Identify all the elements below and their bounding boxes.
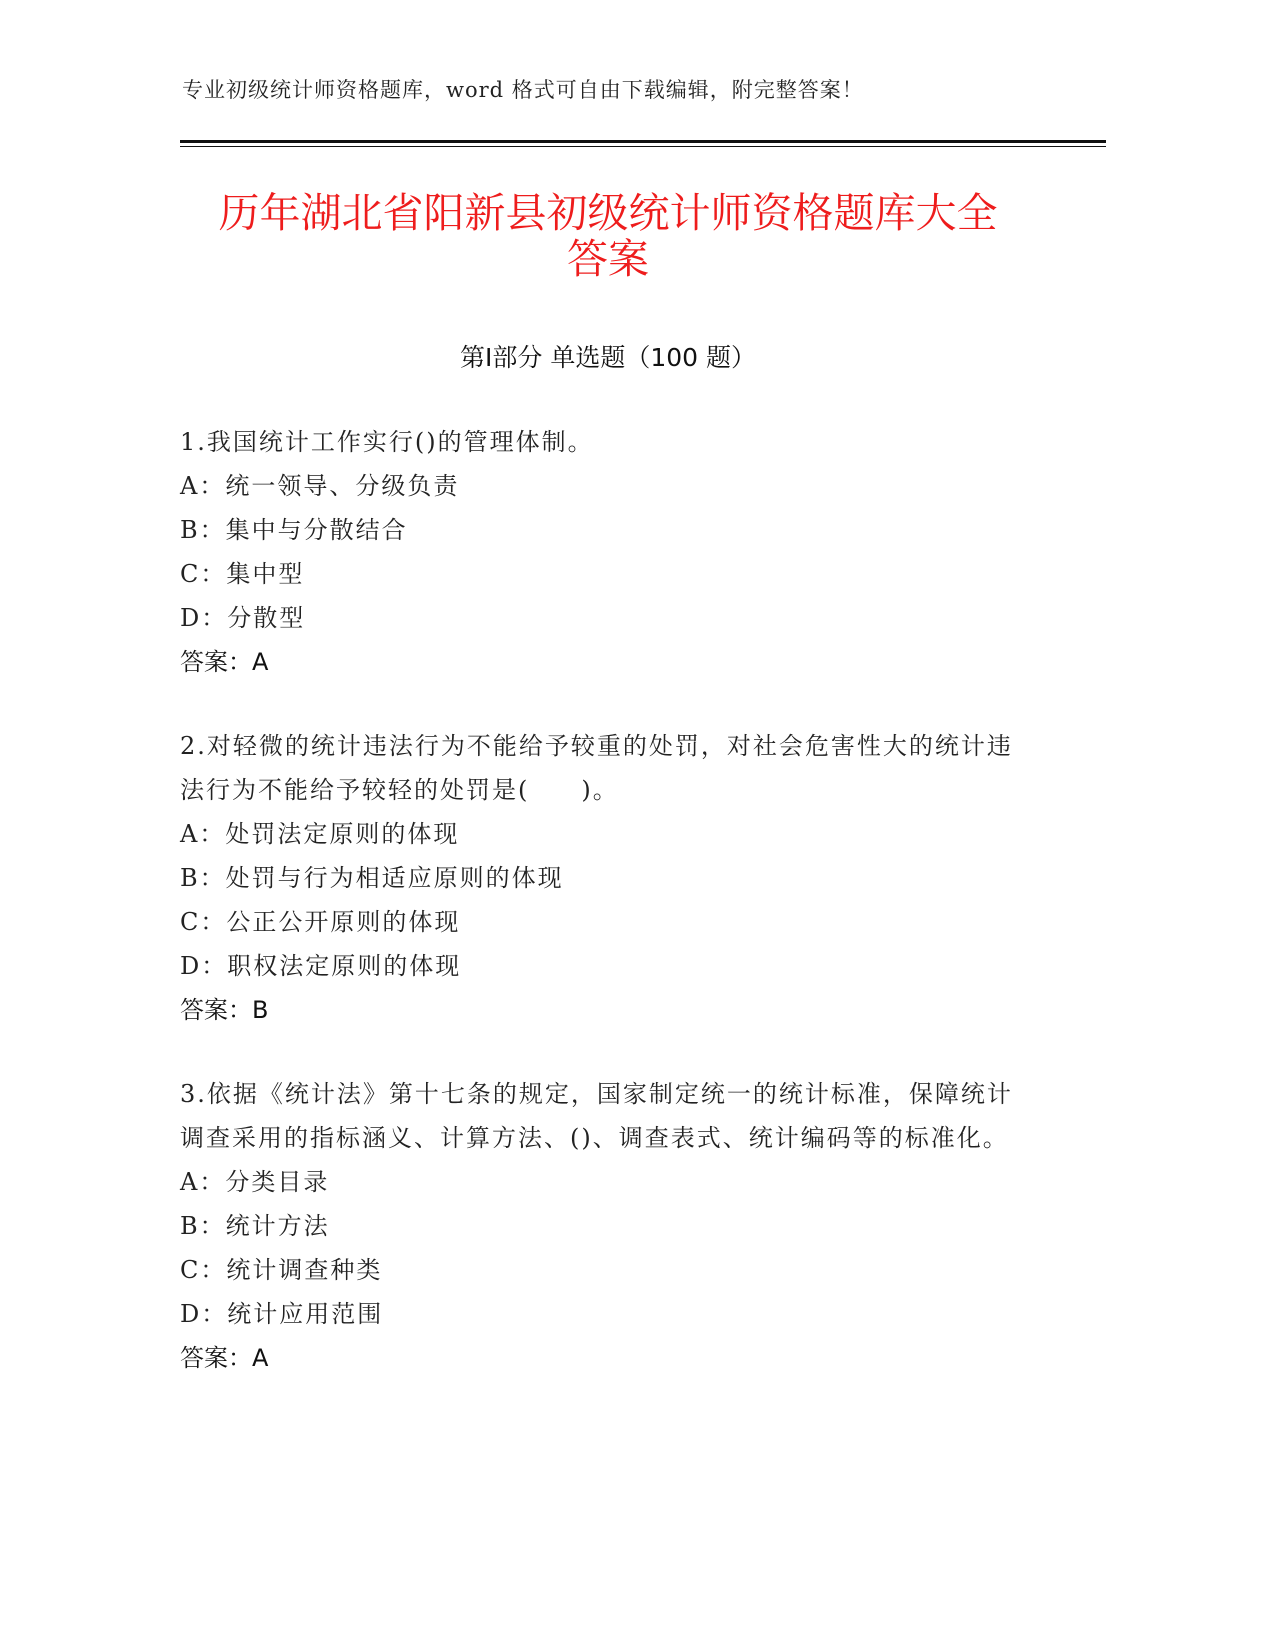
question-2 — [180, 724, 1020, 1032]
question-1 — [180, 420, 1020, 684]
answer: 答案：A — [180, 1344, 269, 1372]
option-d: D：分散型 — [180, 604, 306, 632]
option-d: D：职权法定原则的体现 — [180, 952, 462, 980]
option-c: C：统计调查种类 — [180, 1256, 383, 1284]
section-title: 第Ⅰ部分 单选题（100 题） — [460, 343, 756, 372]
header-rule-thick — [180, 140, 1106, 143]
question-text: 3.依据《统计法》第十七条的规定，国家制定统一的统计标准，保障统计调查采用的指标涵义、计算方法、()、调查表式、统计编码等的标准化。 — [180, 1080, 1013, 1152]
document-title — [150, 190, 1066, 282]
document-title-line2: 答案 — [567, 235, 649, 283]
option-b: B：集中与分散结合 — [180, 516, 408, 544]
document-title-line1: 历年湖北省阳新县初级统计师资格题库大全 — [218, 189, 998, 237]
answer: 答案：B — [180, 996, 269, 1024]
question-3 — [180, 1072, 1020, 1380]
answer: 答案：A — [180, 648, 269, 676]
option-a: A：统一领导、分级负责 — [180, 472, 460, 500]
header-note: 专业初级统计师资格题库，word 格式可自由下载编辑，附完整答案！ — [182, 78, 864, 102]
option-d: D：统计应用范围 — [180, 1300, 384, 1328]
question-text: 1.我国统计工作实行()的管理体制。 — [180, 428, 594, 456]
question-text: 2.对轻微的统计违法行为不能给予较重的处罚，对社会危害性大的统计违法行为不能给予较轻的处罚是( )。 — [180, 732, 1013, 804]
option-b: B：处罚与行为相适应原则的体现 — [180, 864, 564, 892]
option-a: A：处罚法定原则的体现 — [180, 820, 460, 848]
option-a: A：分类目录 — [180, 1168, 330, 1196]
option-c: C：公正公开原则的体现 — [180, 908, 461, 936]
header-rule-thin — [180, 146, 1106, 147]
option-b: B：统计方法 — [180, 1212, 330, 1240]
question-list — [180, 420, 1020, 1420]
option-c: C：集中型 — [180, 560, 305, 588]
